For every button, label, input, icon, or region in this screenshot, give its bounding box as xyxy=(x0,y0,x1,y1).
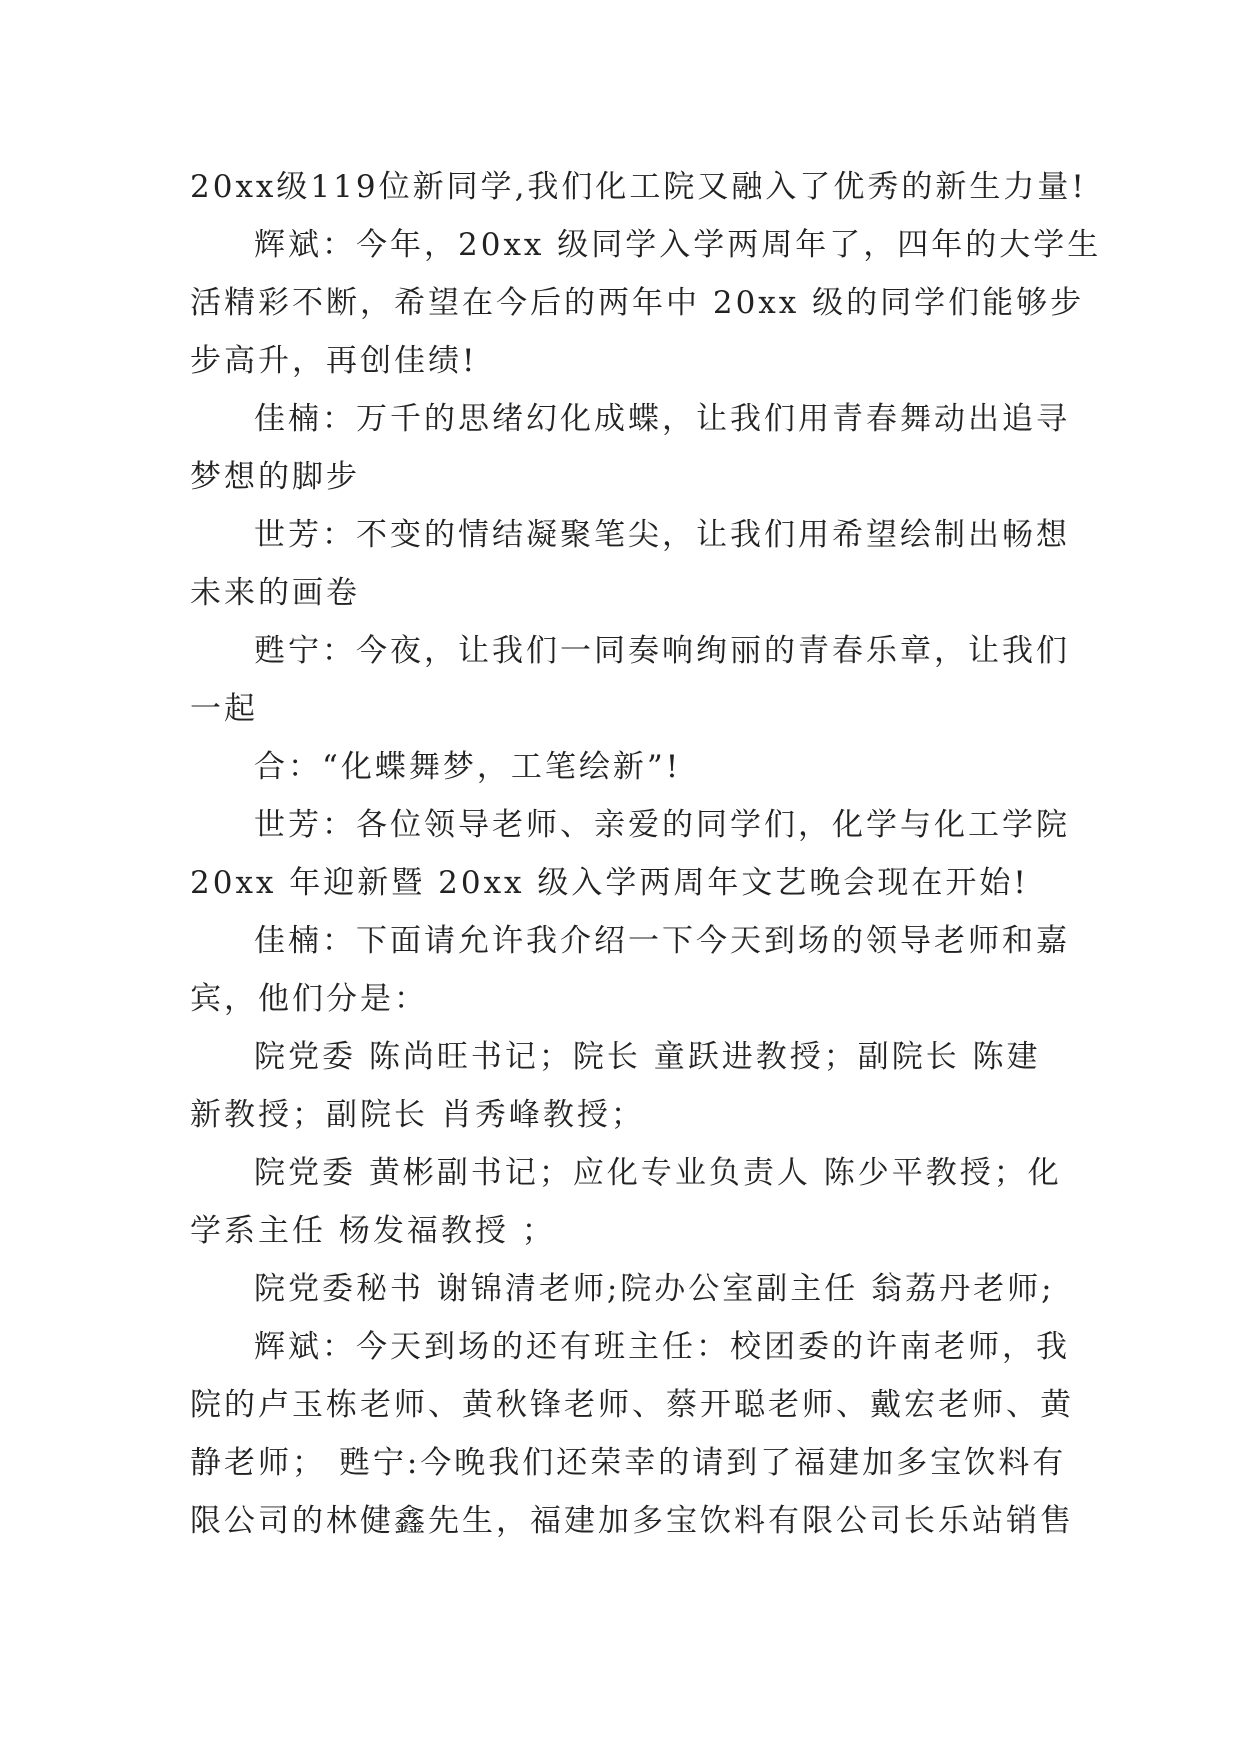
text-line: 院的卢玉栋老师、黄秋锋老师、蔡开聪老师、戴宏老师、黄 xyxy=(190,1387,1074,1423)
text-line: 世芳：不变的情结凝聚笔尖，让我们用希望绘制出畅想 xyxy=(254,517,1070,553)
text-line: 学系主任 杨发福教授 ； xyxy=(190,1213,556,1249)
text-line: 静老师； 甦宁:今晚我们还荣幸的请到了福建加多宝饮料有 xyxy=(190,1445,1067,1481)
text-line: 梦想的脚步 xyxy=(190,459,360,495)
text-line: 新教授；副院长 肖秀峰教授； xyxy=(190,1097,645,1133)
text-line: 一起 xyxy=(190,691,258,727)
text-line: 院党委 陈尚旺书记；院长 童跃进教授；副院长 陈建 xyxy=(254,1039,1041,1075)
document-body xyxy=(190,158,1102,1550)
text-line: 院党委 黄彬副书记；应化专业负责人 陈少平教授；化 xyxy=(254,1155,1062,1191)
text-line: 活精彩不断，希望在今后的两年中 20xx 级的同学们能够步 xyxy=(190,285,1085,321)
text-line: 宾，他们分是： xyxy=(190,981,428,1017)
text-line: 辉斌：今天到场的还有班主任：校团委的许南老师，我 xyxy=(254,1329,1070,1365)
text-line: 甦宁：今夜，让我们一同奏响绚丽的青春乐章，让我们 xyxy=(254,633,1070,669)
text-line: 限公司的林健鑫先生，福建加多宝饮料有限公司长乐站销售 xyxy=(190,1503,1074,1539)
text-line: 未来的画卷 xyxy=(190,575,360,611)
text-line: 20xx 年迎新暨 20xx 级入学两周年文艺晚会现在开始! xyxy=(190,865,1029,901)
text-line: 院党委秘书 谢锦清老师;院办公室副主任 翁荔丹老师; xyxy=(254,1271,1055,1307)
text-line: 辉斌：今年，20xx 级同学入学两周年了，四年的大学生 xyxy=(254,227,1102,263)
text-line: 佳楠：万千的思绪幻化成蝶，让我们用青春舞动出追寻 xyxy=(254,401,1070,437)
text-line: 合：“化蝶舞梦，工笔绘新”! xyxy=(254,749,682,785)
text-line: 20xx级119位新同学,我们化工院又融入了优秀的新生力量! xyxy=(190,169,1087,205)
text-line: 世芳：各位领导老师、亲爱的同学们，化学与化工学院 xyxy=(254,807,1070,843)
text-line: 佳楠：下面请允许我介绍一下今天到场的领导老师和嘉 xyxy=(254,923,1070,959)
text-line: 步高升，再创佳绩! xyxy=(190,343,478,379)
